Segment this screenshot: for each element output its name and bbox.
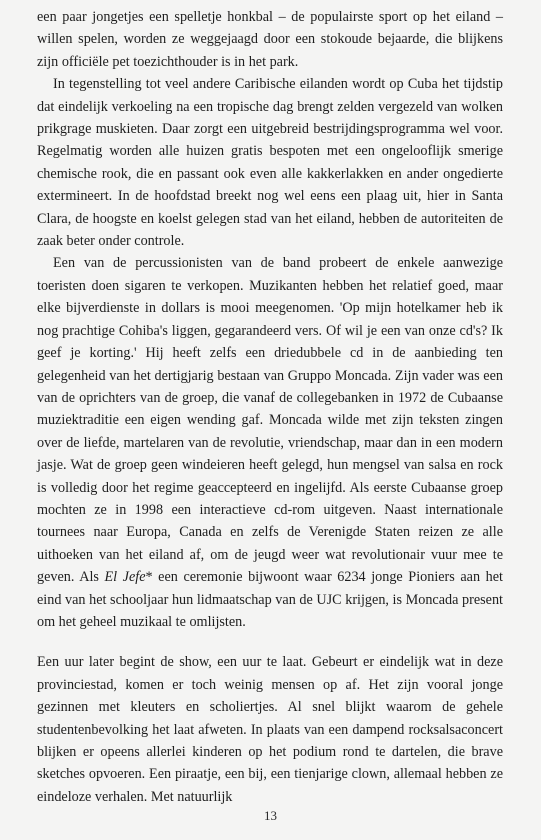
paragraph-3 <box>37 252 503 633</box>
paragraph-3-text-end: * een ceremonie bijwoont waar 6234 jonge Pioniers aan het eind van het schooljaar hun lidmaatschap van de UJC krijgen, is Moncada present om het geheel muzikaal te omlijsten. <box>37 569 503 630</box>
paragraph-4: Een uur later begint de show, een uur te laat. Gebeurt er eindelijk wat in deze provinciestad, komen er toch weinig mensen op af. Het zijn vooral jonge gezinnen met kleuters en scholiertjes. Al snel blijkt waarom de gehele studentenbevolking het laat afweten. In plaats van een dampend rocksalsaconcert blijken er opeens allerlei kinderen op het podium rond te dartelen, die brave sketches opvoeren. Een piraatje, een bij, een tienjarige clown, allemaal hebben ze eindeloze verhalen. Met natuurlijk <box>37 654 503 805</box>
paragraph-1: een paar jongetjes een spelletje honkbal – de populairste sport op het eiland – willen spelen, worden ze weggejaagd door een stokoude bejaarde, die blijkens zijn officiële pet toezichthouder is in het park. <box>37 9 503 70</box>
paragraph-3-italic-term: El Jefe <box>104 569 146 586</box>
paragraph-2: In tegenstelling tot veel andere Caribische eilanden wordt op Cuba het tijdstip dat eindelijk verkoeling na een tropische dag brengt zelden vergezeld van wolken prikgrage muskieten. Daar zorgt een uitgebreid bestrijdingsprogramma wel voor. Regelmatig worden alle huizen gratis bespoten met een ongelooflijk smerige chemische rook, die en passant ook even alle kakkerlakken en ander ongedierte extermineert. In de hoofdstad breekt nog wel eens een plaag uit, hier in Santa Clara, de hoogste en koelst gelegen stad van het eiland, hebben de autoriteiten de zaak beter onder controle. <box>37 76 503 250</box>
paragraph-3-text-start: Een van de percussionisten van de band probeert de enkele aanwezige toeristen doen sigaren te verkopen. Muzikanten hebben het relatief goed, maar elke bijverdienste in dollars is mooi meegenomen. 'Op mijn hotelkamer heb ik nog prachtige Cohiba's liggen, gegarandeerd vers. Of wil je een van onze cd's? Ik geef je korting.' Hij heeft zelfs een driedubbele cd in de aanbieding ten gelegenheid van het dertigjarig bestaan van Gruppo Moncada. Zijn vader was een van de oprichters van de groep, die vanaf de collegebanken in 1972 de Cubaanse muziektraditie een eigen wending gaf. Moncada wilde met zijn teksten zingen over de liefde, martelaren van de revolutie, vriendschap, maar dan in een modern jasje. Wat de groep geen windeieren heeft gelegd, hun mengsel van salsa en rock is volledig door het regime geaccepteerd en ingelijfd. Als eerste Cubaanse groep mochten ze in 1998 een interactieve cd-rom uitgeven. Naast internationale tournees naar Europa, Canada en zelfs de Verenigde Staten reizen ze alle uithoeken van het eiland af, om de jeugd weer wat revolutionair vuur mee te geven. Als <box>37 255 503 586</box>
page-number: 13 <box>264 808 277 823</box>
